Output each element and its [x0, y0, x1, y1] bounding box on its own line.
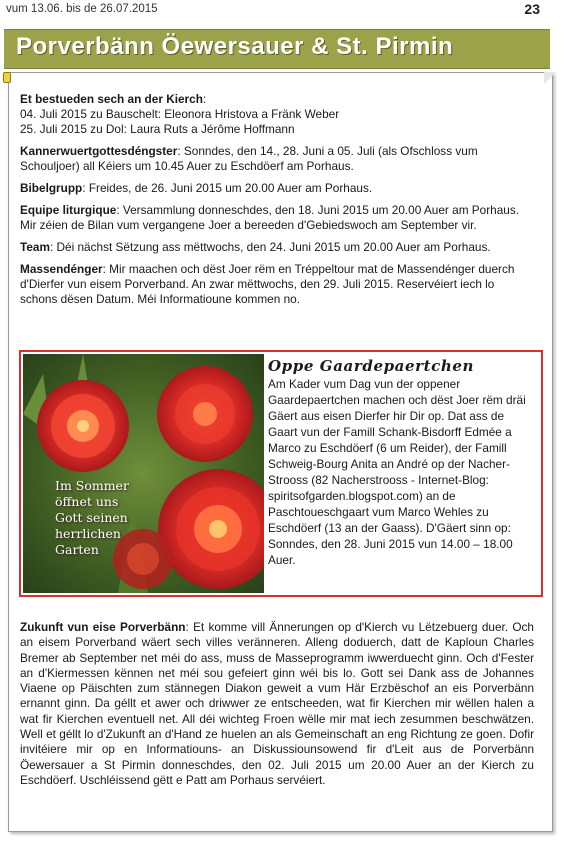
feature-line: Eschdöerf (13 an der Gaass). D'Gäert sinn op: — [268, 521, 511, 535]
future-line: zesummen beschwätzen. Well et géllt lo d'Zukunft an d'Hand ze huelen an als Gemeinschaft an — [20, 711, 535, 742]
header-date-range: vum 13.06. bis de 26.07.2015 — [6, 3, 158, 15]
page-number: 23 — [524, 1, 540, 17]
banner-title: Porverbänn Öewersauer & St. Pirmin — [16, 33, 454, 60]
announcement-line: 25. Juli 2015 zu Dol: Laura Ruts a Jérôme Hoffmann — [20, 122, 295, 136]
announcement-kids-service: Kannerwuertgottesdéngster: Sonndes, den 14., 28. Juni a 05. Juli (als Ofschloss vum Schouljoer) all Kéiers um 10.45 Auer zu Eschdöerf am Porhaus. — [20, 144, 478, 173]
announcement-line: Mir zéien de Bilan vum vergangene Joer a bereeden d'Gebiedswoch am September vir. — [20, 218, 477, 232]
announcement-heading: Bibelgrupp — [20, 181, 83, 195]
future-line: eng Richtung ze goen. Dofir invitéiere mir op en Informatiouns- an Diskussiounsowend fir d'Leit — [20, 727, 535, 757]
announcement-heading: Equipe liturgique — [20, 203, 117, 217]
announcement-line: schons dësen Datum. Méi Informatioune kommen no. — [20, 292, 300, 306]
feature-line: Marco zu Eschdöerf (6 um Reider), der Famill — [268, 441, 507, 455]
feature-line: Schweig-Bourg Anita an André op der Nacher- — [268, 457, 510, 471]
future-line: Porverbänn ernannt ginn. Da géllt et awer och driwwer ze entscheeden, wat fir Kierchen mir — [20, 681, 535, 711]
announcement-line: Sonndes, den 14., 28. Juni a 05. Juli (als Ofschloss vum — [183, 144, 478, 158]
future-line: d'Fester an d'Kiermessen kënnen net méi sou gefeiert ginn wéi bis lo. Gott sei Dank ass de — [20, 650, 534, 680]
dahlia-photo — [23, 354, 264, 593]
future-line: wëllen halen a wat fir Kierchen eventuell net. All déi wichteg Froen wëlle mir mat iech — [20, 696, 535, 726]
future-line: Et komme vill Ännerungen op d'Kierch vu Lëtzebuerg duer. Och — [193, 620, 534, 634]
announcement-heading: Et bestueden sech an der Kierch — [20, 92, 203, 106]
announcement-team: Team: Déi nächst Sëtzung ass mëttwochs, den 24. Juni 2015 um 20.00 Auer am Porhaus. — [20, 240, 491, 254]
announcement-line: Déi nächst Sëtzung ass mëttwochs, den 24. Juni 2015 um 20.00 Auer am Porhaus. — [56, 240, 491, 254]
open-gardens-text — [268, 358, 538, 568]
announcement-weddings: Et bestueden sech an der Kierch: 04. Juli 2015 zu Bauschelt: Eleonora Hristova a Fränk Weber 25. Juli 2015 zu Dol: Laura Ruts a Jérôme Hoffmann — [20, 92, 340, 136]
announcement-line: d'Dierfer vun eisem Porverband. An zwar mëttwochs, den 29. Juli 2015. Reservéiert iech lo — [20, 277, 495, 291]
announcement-altar-servers: Massendénger: Mir maachen och dëst Joer rëm en Tréppeltour mat de Massendénger duerch d'Dierfer vun eisem Porverband. An zwar mëttwochs, den 29. Juli 2015. Reservéiert iech lo schons dësen Datum. Méi Informatioune kommen no. — [20, 262, 515, 306]
future-heading: Zukunft vun eise Porverbänn — [20, 620, 186, 634]
announcement-heading: Team — [20, 240, 50, 254]
announcement-line: Versammlung donneschdes, den 18. Juni 2015 um 20.00 Auer am Porhaus. — [122, 203, 520, 217]
future-line: an eisem Porverband wäert sech villes veränneren. Alleng doduerch, datt de Kaploun Charles — [20, 635, 534, 650]
feature-line: spiritsofgarden.blogspot.com) an de — [268, 489, 456, 503]
announcement-bible-group: Bibelgrupp: Freides, de 26. Juni 2015 um 20.00 Auer am Porhaus. — [20, 181, 373, 195]
feature-line: Am Kader vum Dag vun der oppener — [268, 377, 461, 391]
future-line: aus de Porverbänn Öewersauer a St Pirmin donneschdes, den 02. Juli 2015 um 20.00 Auer an — [20, 742, 535, 772]
announcement-line: 04. Juli 2015 zu Bauschelt: Eleonora Hristova a Fränk Weber — [20, 107, 340, 121]
future-line: Johannes Viaene op Päischten zum stännegen Diakon geweit a vum Här Erzbëschof an eis — [20, 665, 534, 696]
announcements — [20, 92, 532, 314]
feature-line: Paschtoueschgaart vum Marco Wehles zu — [268, 505, 489, 519]
future-line: Bremer ab September net méi do ass, muss de Masseprogramm iwwerduecht ginn. Och — [20, 650, 488, 665]
announcement-line: Freides, de 26. Juni 2015 um 20.00 Auer am Porhaus. — [88, 181, 373, 195]
open-gardens-title: Oppe Gaardepaertchen — [268, 357, 475, 375]
announcement-liturgy-team: Equipe liturgique: Versammlung donneschdes, den 18. Juni 2015 um 20.00 Auer am Porhaus. Mir zéien de Bilan vum vergangene Joer a bereeden d'Gebiedswoch am September vir. — [20, 203, 520, 232]
feature-line: Sonndes, den 28. Juni 2015 vun 14.00 – 18.00 — [268, 537, 513, 551]
announcement-line: Mir maachen och dëst Joer rëm en Tréppeltour mat de Massendénger duerch — [109, 262, 515, 276]
announcement-heading: Kannerwuertgottesdéngster — [20, 144, 178, 158]
future-of-parish-section: Zukunft vun eise Porverbänn: Et komme vill Ännerungen op d'Kierch vu Lëtzebuerg duer. Och an eisem Porverband wäert sech villes veränneren. Alleng doduerch, datt de Kaploun Charles Bremer ab September net méi do ass, muss de Masseprogramm iwwerduecht ginn. Och d'Fester an d'Kiermessen kënnen net méi sou gefeiert ginn wéi bis lo. Gott sei Dank ass de Johannes Viaene op Päischten zum stännegen Diakon geweit a vum Här Erzbëschof an eis Porverbänn ernannt ginn. Da géllt et awer och driwwer ze entscheeden, wat fir Kierchen mir wëllen halen a wat fir Kierchen eventuell net. All déi wichteg Froen wëlle mir mat iech zesummen beschwätzen. Well et géllt lo d'Zukunft an d'Hand ze huelen an als Gemeinschaft an eng Richtung ze goen. Dofir invitéiere mir op en Informatiouns- an Diskussiounsowend fir d'Leit aus de Porverbänn Öewersauer a St Pirmin donneschdes, den 02. Juli 2015 um 20.00 Auer an der Kierch zu Eschdöerf. Uschléissend gëtt e Patt am Porhaus servéiert. — [20, 620, 535, 787]
pin-icon — [3, 72, 11, 83]
page-curl-icon — [544, 72, 556, 84]
open-gardens-box — [19, 350, 543, 597]
photo-caption: Im Sommer öffnet uns Gott seinen herrlichen Garten — [55, 478, 129, 557]
feature-line: Gaardepaertchen machen och dëst Joer rëm dräi — [268, 393, 526, 407]
title-banner — [4, 29, 550, 69]
feature-line: Strooss (82 Nacherstrooss - Internet-Blog: — [268, 473, 489, 487]
announcement-heading: Massendénger — [20, 262, 103, 276]
feature-line: Gaart vun der Famill Schank-Bisdorff Edmée a — [268, 425, 512, 439]
announcement-line: Schouljoer) all Kéiers um 10.45 Auer zu Eschdöerf am Porhaus. — [20, 159, 354, 173]
feature-line: Auer. — [268, 553, 296, 567]
feature-line: Gäert aus eisen Dierfer hir Dir op. Dat ass de — [268, 409, 505, 423]
future-line: der Kierch zu Eschdöerf. Uschléissend gëtt e Patt am Porhaus servéiert. — [20, 757, 534, 787]
